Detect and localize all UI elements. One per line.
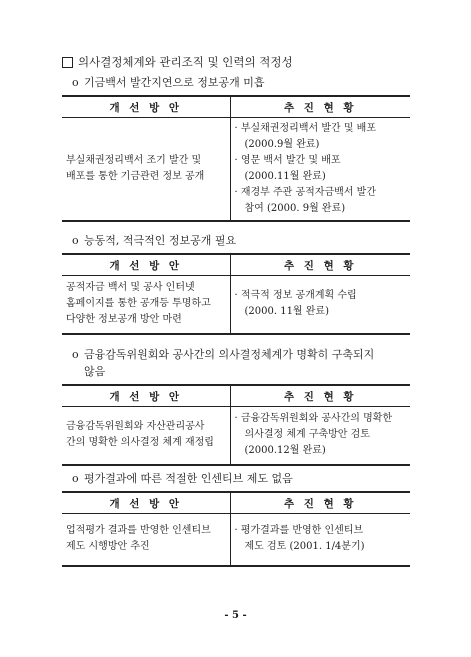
progress-status-cell: · 평가결과를 반영한 인센티브 제도 검토 (2001. 1/4분기): [230, 514, 410, 566]
section-1-table: [62, 95, 410, 222]
column-header-plan: 개 선 방 안: [62, 492, 230, 514]
column-header-status: 추 진 현 황: [230, 254, 410, 276]
section-3-table: [62, 384, 410, 466]
section-3-heading: o 금융감독위원회와 공사간의 의사결정체계가 명확히 구축되지 않음: [72, 348, 375, 378]
section-2-table: [62, 253, 410, 335]
progress-status-cell: · 부실채권정리백서 발간 및 배포 (2000.9월 완료) · 영문 백서 발간 및 배포 (2000.11월 완료) · 재경부 주관 공적자금백서 발간 참여 (2000. 9월 완료): [230, 118, 410, 222]
progress-status-cell: · 적극적 정보 공개계획 수립 (2000. 11월 완료): [230, 276, 410, 334]
bullet-icon: o: [72, 348, 79, 361]
progress-status-cell: · 금융감독위원회와 공사간의 명확한 의사결정 체계 구축방안 검토 (2000.12월 완료): [230, 407, 410, 465]
main-heading-text: 의사결정체계와 관리조직 및 인력의 적정성: [78, 55, 293, 69]
improvement-plan-cell: 업적평가 결과를 반영한 인센티브 제도 시행방안 추진: [62, 514, 230, 566]
checkbox-icon: [62, 57, 73, 68]
section-4-heading: o 평가결과에 따른 적절한 인센티브 제도 없음: [72, 472, 293, 485]
improvement-plan-cell: 금융감독위원회와 자산관리공사 간의 명확한 의사결정 체계 재정립: [62, 407, 230, 465]
bullet-icon: o: [72, 472, 79, 485]
column-header-status: 추 진 현 황: [230, 385, 410, 407]
improvement-plan-cell: 공적자금 백서 및 공사 인터넷 홈페이지를 통한 공개등 투명하고 다양한 정보공개 방안 마련: [62, 276, 230, 334]
main-heading: [62, 54, 293, 70]
section-4-table: [62, 491, 410, 567]
page-number: - 5 -: [224, 610, 247, 621]
bullet-icon: o: [72, 234, 79, 247]
bullet-icon: o: [72, 76, 79, 89]
section-1-heading: o 기금백서 발간지연으로 정보공개 미흡: [72, 76, 265, 89]
column-header-status: 추 진 현 황: [230, 96, 410, 118]
column-header-plan: 개 선 방 안: [62, 96, 230, 118]
column-header-plan: 개 선 방 안: [62, 385, 230, 407]
section-2-heading: o 능동적, 적극적인 정보공개 필요: [72, 234, 237, 247]
column-header-status: 추 진 현 황: [230, 492, 410, 514]
column-header-plan: 개 선 방 안: [62, 254, 230, 276]
improvement-plan-cell: 부실채권정리백서 조기 발간 및 배포를 통한 기금관련 정보 공개: [62, 118, 230, 222]
